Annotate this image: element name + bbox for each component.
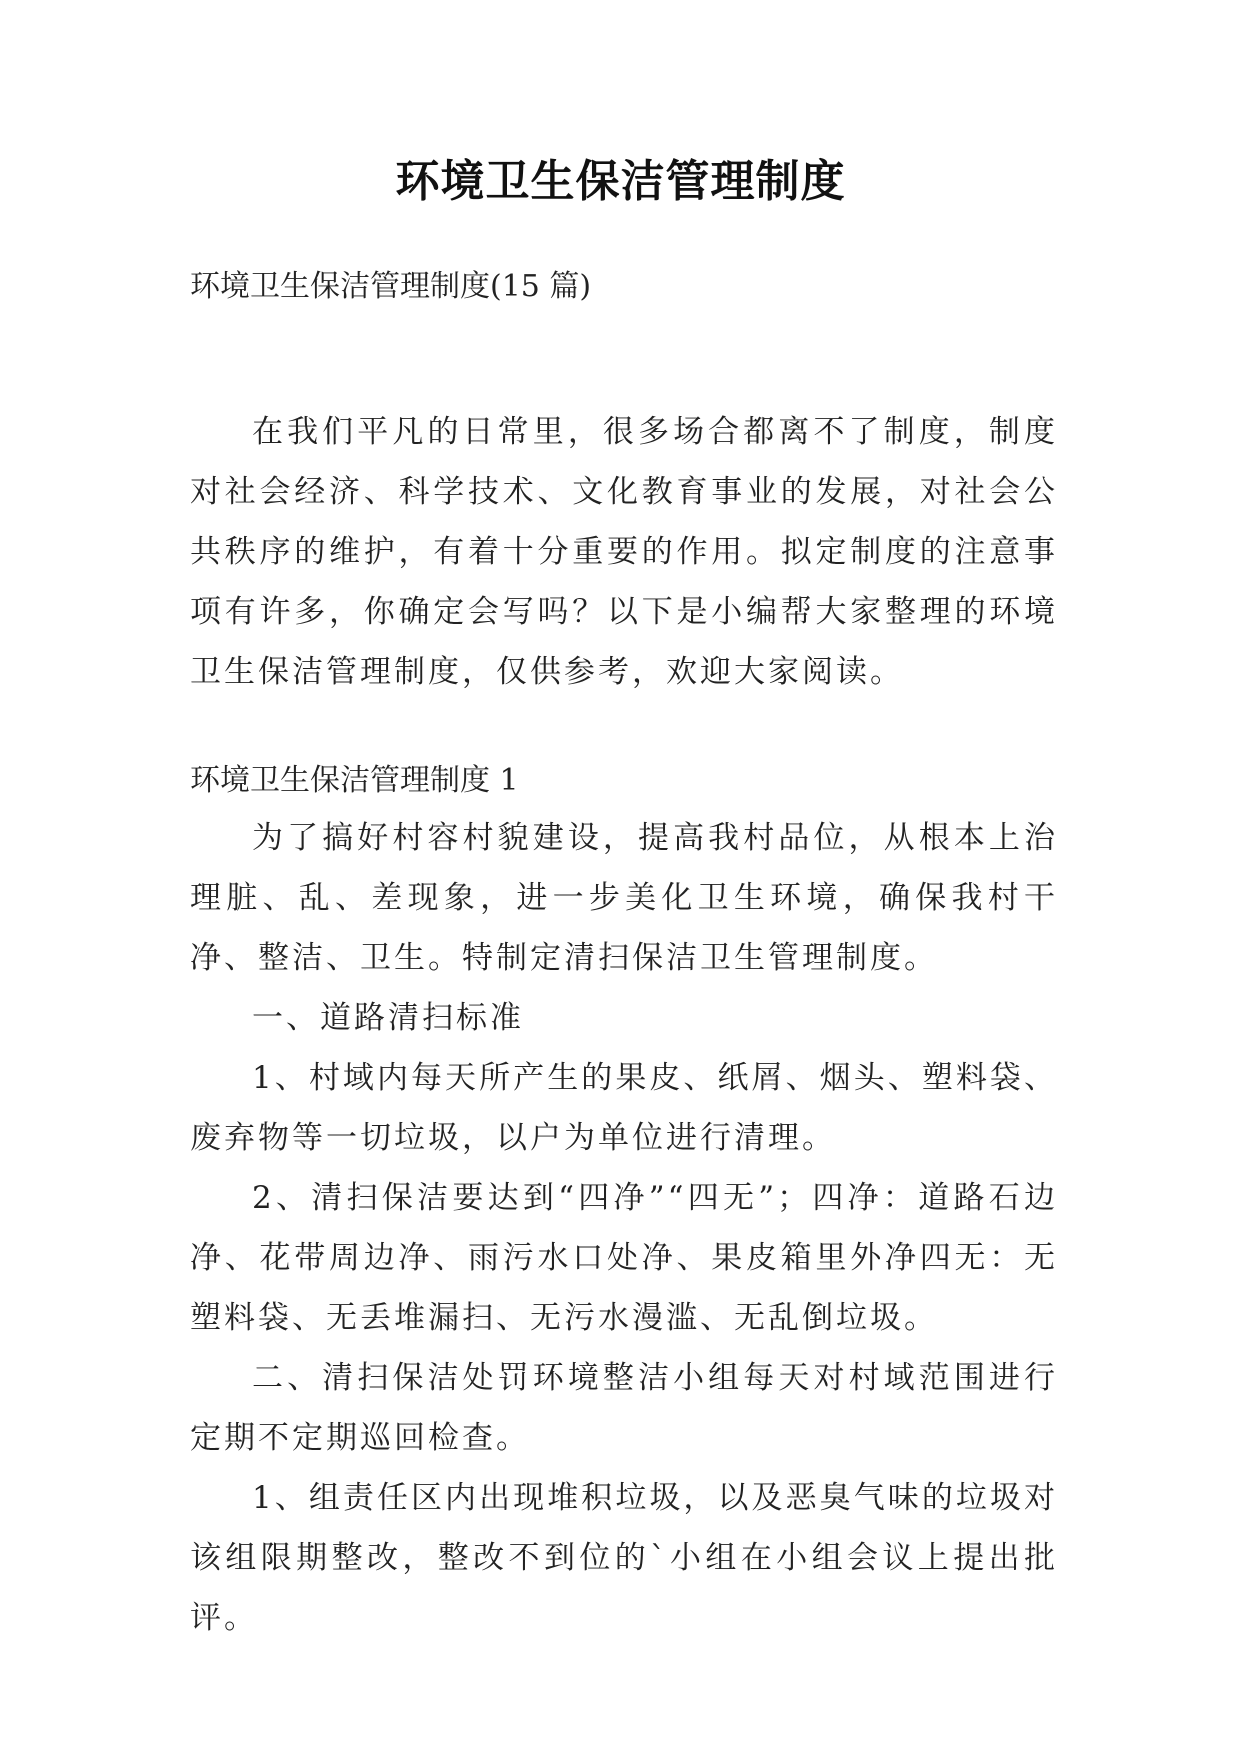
- section-body: [190, 808, 1058, 1648]
- section-heading: 环境卫生保洁管理制度 1: [190, 763, 519, 798]
- body-paragraph-4: 2、清扫保洁要达到“四净”“四无”；四净：道路石边净、花带周边净、雨污水口处净、果皮箱里外净四无：无塑料袋、无丢堆漏扫、无污水漫滥、无乱倒垃圾。: [190, 1180, 1058, 1336]
- document-title: 环境卫生保洁管理制度: [395, 156, 846, 207]
- body-paragraph-5: 二、清扫保洁处罚环境整洁小组每天对村域范围进行定期不定期巡回检查。: [190, 1360, 1058, 1456]
- body-paragraph-1: 为了搞好村容村貌建设，提高我村品位，从根本上治理脏、乱、差现象，进一步美化卫生环境，确保我村干净、整洁、卫生。特制定清扫保洁卫生管理制度。: [190, 820, 1058, 976]
- body-paragraph-2: 一、道路清扫标准: [252, 1000, 524, 1036]
- intro-block: [190, 402, 1058, 702]
- document-subtitle: 环境卫生保洁管理制度(15 篇): [190, 269, 592, 304]
- body-paragraph-6: 1、组责任区内出现堆积垃圾，以及恶臭气味的垃圾对该组限期整改，整改不到位的`小组在小组会议上提出批评。: [190, 1480, 1058, 1636]
- body-paragraph-3: 1、村域内每天所产生的果皮、纸屑、烟头、塑料袋、废弃物等一切垃圾，以户为单位进行清理。: [190, 1060, 1058, 1156]
- intro-paragraph: 在我们平凡的日常里，很多场合都离不了制度，制度对社会经济、科学技术、文化教育事业的发展，对社会公共秩序的维护，有着十分重要的作用。拟定制度的注意事项有许多，你确定会写吗？以下是小编帮大家整理的环境卫生保洁管理制度，仅供参考，欢迎大家阅读。: [190, 414, 1058, 690]
